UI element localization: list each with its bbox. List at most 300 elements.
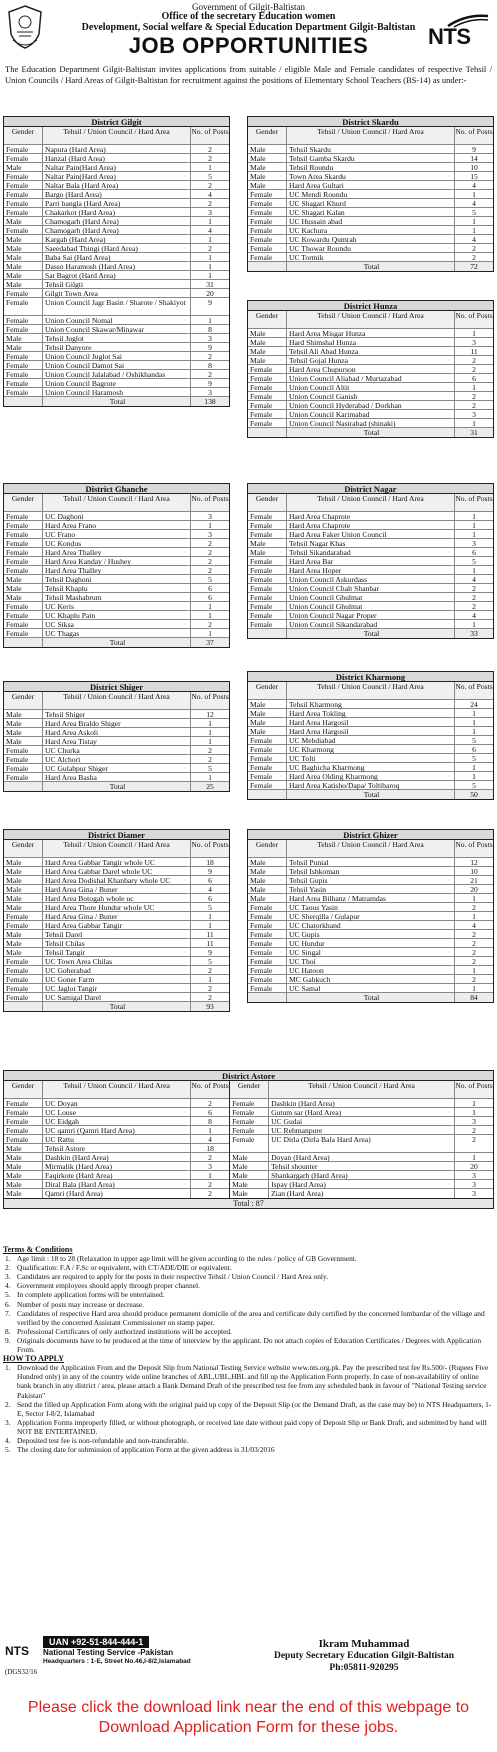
- district-title: District Astore: [4, 1071, 493, 1081]
- item-text: In complete application forms will be entertained.: [17, 1290, 165, 1300]
- posts-cell: 4: [472, 235, 476, 244]
- gender-cell: Male: [248, 172, 287, 180]
- area-cell: Tehsil Gilgti: [43, 280, 191, 288]
- posts-cell: 2: [208, 548, 212, 557]
- area-cell: Ispay (Hard Area): [269, 1180, 455, 1188]
- table-row: [248, 172, 493, 181]
- gender-cell: Female: [230, 1135, 269, 1152]
- posts-cell: 8: [208, 361, 212, 370]
- area-cell: Union Council Skawar/Minawar: [43, 325, 191, 333]
- table-row: [4, 352, 229, 361]
- area-cell: Union Council Sikandarabad: [287, 620, 455, 628]
- area-cell: UC Eidgah: [43, 1117, 191, 1125]
- gender-cell: Male: [248, 718, 287, 726]
- posts-cell: 2: [472, 584, 476, 593]
- gender-cell: Male: [4, 710, 43, 718]
- area-cell: Union Council Ghulmat: [287, 602, 455, 610]
- posts-cell: 1: [472, 419, 476, 428]
- gender-cell: Male: [230, 1171, 269, 1179]
- area-cell: Hard Area Thalley: [43, 566, 191, 574]
- table-row: [4, 181, 229, 190]
- terms-section: [3, 1245, 494, 1454]
- gov-line: Government of Gilgit-Baltistan: [192, 2, 305, 12]
- table-row: [4, 512, 229, 521]
- table-row: [248, 163, 493, 172]
- table-row: [4, 388, 229, 397]
- table-row: [4, 957, 229, 966]
- posts-cell: 6: [472, 374, 476, 383]
- area-cell: Hard Area Chupurson: [287, 365, 455, 373]
- item-number: 2.: [5, 1263, 11, 1273]
- gender-cell: Male: [4, 719, 43, 727]
- area-cell: Tehsil Punial: [287, 858, 455, 866]
- table-row: [230, 1180, 493, 1189]
- gender-cell: Male: [4, 903, 43, 911]
- gender-cell: Female: [4, 530, 43, 538]
- posts-cell: 4: [208, 190, 212, 199]
- col-posts: No. of Posts: [191, 494, 229, 503]
- area-cell: UC Siksa: [43, 620, 191, 628]
- gender-cell: Female: [248, 530, 287, 538]
- gender-cell: Male: [230, 1180, 269, 1188]
- gender-cell: Female: [230, 1099, 269, 1107]
- table-row: [248, 754, 493, 763]
- item-number: 5.: [5, 1445, 11, 1455]
- table-row: [230, 1099, 493, 1108]
- table-row: [248, 885, 493, 894]
- gender-cell: Male: [4, 1144, 43, 1152]
- gender-cell: Female: [4, 316, 43, 324]
- gender-cell: Male: [4, 858, 43, 866]
- gender-cell: Female: [248, 410, 287, 418]
- posts-cell: 3: [472, 539, 476, 548]
- gender-cell: Female: [4, 352, 43, 360]
- table-row: [4, 190, 229, 199]
- table-row: [4, 1180, 229, 1189]
- table-row: [248, 930, 493, 939]
- posts-cell: 1: [208, 728, 212, 737]
- table-row: [248, 347, 493, 356]
- district-title: District Shiger: [4, 682, 229, 692]
- area-cell: Hard Area Faker Union Council: [287, 530, 455, 538]
- area-cell: Union Council Haramosh: [43, 388, 191, 396]
- terms-list: [3, 1254, 494, 1354]
- table-row: [248, 867, 493, 876]
- posts-cell: 6: [208, 894, 212, 903]
- area-cell: Tehsil Darel: [43, 930, 191, 938]
- table-row: [4, 163, 229, 172]
- total-label: Total: [287, 262, 455, 271]
- posts-cell: 1: [208, 316, 212, 325]
- total-row: [248, 993, 493, 1002]
- posts-cell: 1: [472, 530, 476, 539]
- gender-cell: Male: [248, 163, 287, 171]
- posts-cell: 1: [472, 727, 476, 736]
- area-cell: Hanzal (Hard Area): [43, 154, 191, 162]
- area-cell: Tehsil Sikandarabad: [287, 548, 455, 556]
- table-row: [4, 1171, 229, 1180]
- gender-cell: Male: [248, 338, 287, 346]
- posts-cell: 1: [472, 190, 476, 199]
- gender-cell: Female: [248, 921, 287, 929]
- gender-cell: Male: [4, 1171, 43, 1179]
- table-row: [248, 912, 493, 921]
- posts-cell: 3: [472, 1117, 476, 1126]
- area-cell: Tehsil Juglot: [43, 334, 191, 342]
- gender-cell: Male: [4, 728, 43, 736]
- posts-cell: 21: [470, 876, 478, 885]
- item-number: 1.: [5, 1363, 11, 1373]
- area-cell: UC Kondus: [43, 539, 191, 547]
- item-number: 1.: [5, 1254, 11, 1264]
- posts-cell: 2: [472, 593, 476, 602]
- area-cell: Tehsil Roundu: [287, 163, 455, 171]
- item-text: Deposited test fee is non-refundable and non-transferable.: [17, 1435, 189, 1445]
- apply-list: [3, 1363, 494, 1454]
- posts-cell: 2: [208, 984, 212, 993]
- area-cell: Union Council Nomal: [43, 316, 191, 324]
- gender-cell: Female: [248, 957, 287, 965]
- posts-cell: 9: [208, 343, 212, 352]
- area-cell: UC Goherabad: [43, 966, 191, 974]
- area-cell: Tehsil Danyore: [43, 343, 191, 351]
- total-value: 37: [206, 638, 214, 647]
- gender-cell: Female: [4, 512, 43, 520]
- district-table-hunza: [247, 300, 494, 438]
- total-row: [4, 397, 229, 406]
- posts-cell: 2: [472, 930, 476, 939]
- posts-cell: 3: [208, 512, 212, 521]
- col-gender: Gender: [4, 1081, 43, 1098]
- area-cell: UC Thowar Roundu: [287, 244, 455, 252]
- item-text: Qualification: F.A / F.Sc or equivalent, with CT/ADE/DIE or equivalent.: [17, 1263, 232, 1273]
- posts-cell: 1: [472, 718, 476, 727]
- gender-cell: Female: [4, 755, 43, 763]
- table-row: [4, 235, 229, 244]
- gender-cell: Female: [4, 361, 43, 369]
- gender-cell: Female: [4, 1117, 43, 1125]
- posts-cell: 2: [472, 244, 476, 253]
- gender-cell: Female: [4, 602, 43, 610]
- area-cell: UC Kachura: [287, 226, 455, 234]
- area-cell: Hard Area Gultari: [287, 181, 455, 189]
- table-row: [248, 921, 493, 930]
- area-cell: UC Louse: [43, 1108, 191, 1116]
- gender-cell: Female: [230, 1117, 269, 1125]
- posts-cell: 1: [208, 773, 212, 782]
- col-area: Tehsil / Union Council / Hard Area: [43, 1081, 191, 1098]
- list-item: [3, 1400, 494, 1418]
- area-cell: UC Chatorkhand: [287, 921, 455, 929]
- table-row: [248, 235, 493, 244]
- area-cell: Qamri (Hard Area): [43, 1189, 191, 1198]
- posts-cell: 2: [208, 755, 212, 764]
- posts-cell: 4: [472, 575, 476, 584]
- table-row: [248, 181, 493, 190]
- gender-cell: Male: [230, 1153, 269, 1161]
- col-posts: No. of Posts: [455, 311, 493, 320]
- area-cell: Hard Area Chaprote: [287, 512, 455, 520]
- area-cell: Chamogarh (Hard Area): [43, 226, 191, 234]
- posts-cell: 2: [208, 1153, 212, 1162]
- gender-cell: Female: [4, 370, 43, 378]
- posts-cell: 1: [472, 383, 476, 392]
- list-item: [3, 1281, 494, 1290]
- gender-cell: Female: [4, 145, 43, 153]
- posts-cell: 1: [208, 1171, 212, 1180]
- posts-cell: 2: [208, 620, 212, 629]
- posts-cell: 4: [472, 199, 476, 208]
- area-cell: UC Thoi: [287, 957, 455, 965]
- table-row: [4, 1189, 229, 1198]
- area-cell: UC Khaplu Pain: [43, 611, 191, 619]
- gender-cell: Female: [248, 575, 287, 583]
- posts-cell: 2: [208, 966, 212, 975]
- area-cell: Tehsil Tangir: [43, 948, 191, 956]
- col-area: Tehsil / Union Council / Hard Area: [287, 494, 455, 511]
- table-row: [248, 566, 493, 575]
- list-item: [3, 1445, 494, 1454]
- table-row: [230, 1189, 493, 1198]
- gender-cell: Female: [248, 374, 287, 382]
- page-title: JOB OPPORTUNITIES: [128, 33, 369, 58]
- col-posts: No. of Posts: [455, 682, 493, 691]
- posts-cell: 1: [472, 984, 476, 993]
- signer-designation: Deputy Secretary Education Gilgit-Baltistan: [273, 1651, 455, 1661]
- gender-cell: Female: [4, 1135, 43, 1143]
- posts-cell: 4: [472, 181, 476, 190]
- gender-cell: Male: [4, 244, 43, 252]
- area-cell: Town Area Skardu: [287, 172, 455, 180]
- total-value: 25: [206, 782, 214, 791]
- area-cell: Dasso Haramosh (Hard Area): [43, 262, 191, 270]
- posts-cell: 4: [472, 611, 476, 620]
- area-cell: Hard Area Frano: [43, 521, 191, 529]
- gender-cell: Male: [4, 1162, 43, 1170]
- district-table-ghizer: [247, 829, 494, 1003]
- area-cell: UC Gulabpur Shiger: [43, 764, 191, 772]
- table-row: [248, 975, 493, 984]
- table-row: [4, 1162, 229, 1171]
- signer-name: Ikram Muhammad: [318, 1638, 410, 1650]
- table-row: [248, 365, 493, 374]
- table-row: [4, 921, 229, 930]
- posts-cell: 6: [208, 584, 212, 593]
- area-cell: Union Council Askurdass: [287, 575, 455, 583]
- table-row: [4, 867, 229, 876]
- total-value: 72: [470, 262, 478, 271]
- posts-cell: 1: [472, 1099, 476, 1108]
- table-row: [4, 298, 229, 316]
- gender-cell: Female: [248, 584, 287, 592]
- area-cell: UC Shagari Khurd: [287, 199, 455, 207]
- item-text: Government employees should apply through proper channel.: [17, 1281, 200, 1291]
- gender-cell: Male: [4, 867, 43, 875]
- district-title: District Ghizer: [248, 830, 493, 840]
- posts-cell: 5: [208, 764, 212, 773]
- area-cell: UC Kowardu Qumrah: [287, 235, 455, 243]
- table-row: [4, 755, 229, 764]
- gender-cell: Female: [4, 226, 43, 234]
- posts-cell: 1: [208, 253, 212, 262]
- table-row: [248, 383, 493, 392]
- area-cell: UC Hundur: [287, 939, 455, 947]
- posts-cell: 3: [472, 338, 476, 347]
- table-header: [4, 127, 229, 145]
- table-row: [248, 611, 493, 620]
- download-banner[interactable]: Please click the download link near the end of this webpage to Download Application Form for these jobs.: [27, 1699, 470, 1736]
- posts-cell: 5: [208, 575, 212, 584]
- posts-cell: 31: [206, 280, 214, 289]
- area-cell: Doyan (Hard Area): [269, 1153, 455, 1161]
- table-row: [4, 1117, 229, 1126]
- area-cell: UC Thagas: [43, 629, 191, 637]
- empty-cell: [248, 262, 287, 271]
- posts-cell: 1: [472, 226, 476, 235]
- table-row: [4, 984, 229, 993]
- district-table-ghanche: [3, 483, 230, 648]
- gender-cell: Male: [4, 334, 43, 342]
- gender-cell: Female: [4, 957, 43, 965]
- posts-cell: 3: [208, 388, 212, 397]
- posts-cell: 2: [208, 993, 212, 1002]
- gender-cell: Female: [4, 208, 43, 216]
- posts-cell: 2: [472, 903, 476, 912]
- office-line: Office of the secretary Education women: [161, 11, 336, 22]
- col-area: Tehsil / Union Council / Hard Area: [43, 840, 191, 857]
- area-cell: UC Baghicha Kharmong: [287, 763, 455, 771]
- gender-cell: Male: [248, 894, 287, 902]
- area-cell: UC Kharmong: [287, 745, 455, 753]
- area-cell: Hard Area Hargosil: [287, 727, 455, 735]
- table-row: [230, 1171, 493, 1180]
- col-area: Tehsil / Union Council / Hard Area: [43, 494, 191, 511]
- posts-cell: 3: [208, 1162, 212, 1171]
- gender-cell: Female: [4, 557, 43, 565]
- posts-cell: 14: [470, 154, 478, 163]
- table-row: [248, 984, 493, 993]
- posts-cell: 1: [208, 163, 212, 172]
- table-row: [4, 539, 229, 548]
- gender-cell: Female: [4, 1099, 43, 1107]
- total-label: Total: [43, 1002, 191, 1011]
- area-cell: Zian (Hard Area): [269, 1189, 455, 1198]
- advertisement: [3, 0, 494, 86]
- table-row: [4, 226, 229, 235]
- table-row: [248, 858, 493, 867]
- area-cell: Napura (Hard Area): [43, 145, 191, 153]
- posts-cell: 1: [472, 763, 476, 772]
- table-row: [4, 764, 229, 773]
- col-gender: Gender: [4, 840, 43, 857]
- gender-cell: Male: [4, 235, 43, 243]
- area-cell: Hard Area Bilhanz / Matramdas: [287, 894, 455, 902]
- posts-cell: 3: [472, 1180, 476, 1189]
- area-cell: Tehsil Mashabrum: [43, 593, 191, 601]
- posts-cell: 2: [472, 1126, 476, 1135]
- area-cell: UC Taous Yasin: [287, 903, 455, 911]
- gender-cell: Male: [248, 329, 287, 337]
- gender-cell: Female: [248, 912, 287, 920]
- list-item: [3, 1418, 494, 1436]
- table-row: [248, 736, 493, 745]
- gender-cell: Male: [4, 894, 43, 902]
- area-cell: Tehsil Nagar Khas: [287, 539, 455, 547]
- posts-cell: 3: [208, 530, 212, 539]
- area-cell: Hard Area Chaprote: [287, 521, 455, 529]
- gender-cell: Female: [4, 611, 43, 619]
- gender-cell: Female: [4, 629, 43, 637]
- total-value: 31: [470, 428, 478, 437]
- district-title: District Ghanche: [4, 484, 229, 494]
- gender-cell: Male: [248, 539, 287, 547]
- gender-cell: Female: [4, 298, 43, 315]
- col-area: Tehsil / Union Council / Hard Area: [269, 1081, 455, 1098]
- list-item: [3, 1436, 494, 1445]
- item-text: Age limit : 18 to 28 (Relaxation in upper age limit will be given according to the rules / policy of GB Government.: [17, 1254, 357, 1264]
- gender-cell: Female: [4, 773, 43, 781]
- empty-cell: [4, 638, 43, 647]
- item-text: Send the filled up Application Form along with the original paid up copy of the Deposit Slip (or the Demand Draft, as the case may be) to NTS Headquarters, 1-E, Sector I-8/2, Islamabad: [17, 1399, 492, 1418]
- table-row: [4, 280, 229, 289]
- gender-cell: Female: [4, 764, 43, 772]
- posts-cell: 2: [208, 1099, 212, 1108]
- area-cell: Hard Area Bar: [287, 557, 455, 565]
- empty-cell: [4, 1002, 43, 1011]
- table-row: [4, 548, 229, 557]
- area-cell: Hard Area Hoper: [287, 566, 455, 574]
- area-cell: Hard Area Kanday / Hushey: [43, 557, 191, 565]
- posts-cell: 2: [208, 352, 212, 361]
- table-row: [248, 244, 493, 253]
- gender-cell: Male: [4, 280, 43, 288]
- posts-cell: 2: [472, 975, 476, 984]
- gender-cell: Female: [4, 746, 43, 754]
- posts-cell: 1: [208, 921, 212, 930]
- table-header: [248, 682, 493, 700]
- intro-text: The Education Department Gilgit-Baltistan invites applications from suitable / eligible Male and Female candidates of respective Tehsil / Union Councils / Hard Areas of Gilgit-Baltistan for recruitment against the positions of Elementary School Teachers (BS-14) as under:-: [5, 64, 492, 85]
- table-row: [248, 575, 493, 584]
- table-row: [248, 410, 493, 419]
- posts-cell: 2: [472, 356, 476, 365]
- area-cell: Saeedabad Thingi (Hard Area): [43, 244, 191, 252]
- area-cell: UC Tolti: [287, 754, 455, 762]
- gender-cell: Male: [230, 1189, 269, 1198]
- posts-cell: 12: [206, 710, 214, 719]
- terms-title: Terms & Conditions: [3, 1245, 73, 1254]
- col-posts: No. of Posts: [455, 127, 493, 136]
- area-cell: Dashkin (Hard Area): [43, 1153, 191, 1161]
- area-cell: Bargo (Hard Area): [43, 190, 191, 198]
- gender-cell: Female: [248, 392, 287, 400]
- total-row: [4, 1002, 229, 1011]
- area-cell: Hard Area Thore Hundur whole UC: [43, 903, 191, 911]
- posts-cell: 1: [472, 1153, 476, 1162]
- area-cell: UC Mehdiabad: [287, 736, 455, 744]
- area-cell: Union Council Altit: [287, 383, 455, 391]
- area-cell: Kargah (Hard Area): [43, 235, 191, 243]
- table-row: [4, 746, 229, 755]
- table-header: [4, 692, 229, 710]
- area-cell: Baba Sai (Hard Area): [43, 253, 191, 261]
- area-cell: Hard Shimshal Hunza: [287, 338, 455, 346]
- table-row: [4, 370, 229, 379]
- area-cell: Hard Area Gabbar Tangir: [43, 921, 191, 929]
- posts-cell: 24: [470, 700, 478, 709]
- item-number: 4.: [5, 1281, 11, 1291]
- gender-cell: Female: [4, 566, 43, 574]
- area-cell: Union Council Chalt Shanbar: [287, 584, 455, 592]
